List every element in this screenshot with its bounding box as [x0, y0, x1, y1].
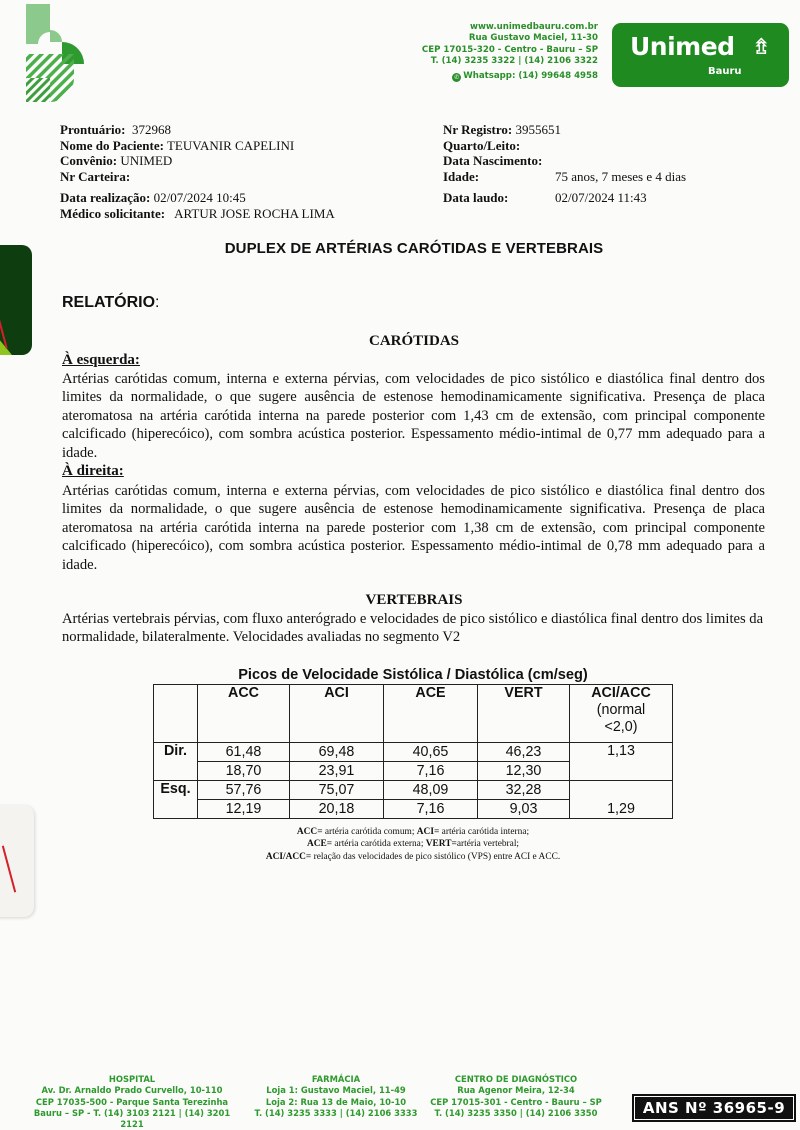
- vertebrais-text: Artérias vertebrais pérvias, com fluxo anterógrado e velocidades de pico sistólico e diastólica final dentro dos limites da normalidade, bilateralmente. Velocidades avaliadas no segmento V2: [62, 611, 764, 646]
- legend-term: ACC=: [296, 827, 323, 837]
- legend-term: ACE=: [306, 839, 333, 850]
- registro-value: 3955651: [515, 122, 561, 137]
- whatsapp: [422, 71, 598, 82]
- unimed-symbol-logo: [22, 2, 90, 106]
- footer-line: Loja 2: Rua 13 de Maio, 10-10: [265, 1096, 407, 1107]
- medico-value: ARTUR JOSE ROCHA LIMA: [174, 205, 335, 221]
- footer-line: T. (14) 3235 3350 | (14) 2106 3350: [434, 1107, 598, 1118]
- footer-title: CENTRO DE DIAGNÓSTICO: [454, 1074, 578, 1084]
- table-cell: 20,18: [290, 800, 384, 819]
- table-cell: 12,30: [478, 762, 570, 781]
- unimed-logo: [612, 23, 789, 87]
- table-corner-cell: [154, 685, 198, 743]
- ans-badge: ANS Nº 36965-9: [632, 1094, 796, 1122]
- whatsapp-icon: ✆: [454, 73, 460, 81]
- legend-term: ACI/ACC=: [265, 851, 312, 862]
- data-realizacao-value: 02/07/2024 10:45: [153, 190, 246, 205]
- carotidas-heading: CARÓTIDAS: [368, 333, 459, 349]
- report-title: DUPLEX DE ARTÉRIAS CARÓTIDAS E VERTEBRAIS: [224, 240, 604, 257]
- registro-row: [443, 122, 743, 138]
- address: Rua Gustavo Maciel, 11-30: [468, 33, 598, 44]
- registro-label: Nr Registro:: [443, 122, 513, 137]
- carteira-row: [60, 169, 335, 185]
- table-cell: 32,28: [478, 781, 570, 800]
- footer-line: Rua Agenor Meira, 12-34: [457, 1085, 575, 1096]
- phones: T. (14) 3235 3322 | (14) 2106 3322: [430, 56, 598, 67]
- red-mark: [2, 846, 16, 893]
- patient-name-value: TEUVANIR CAPELINI: [166, 137, 295, 153]
- header-contact: [422, 22, 598, 82]
- table-cell: 18,70: [198, 762, 290, 781]
- table-legend: [153, 826, 673, 863]
- legend-line-2: [153, 838, 673, 850]
- footer-title: HOSPITAL: [108, 1074, 156, 1084]
- patient-info-right: [443, 122, 743, 206]
- quarto-row: [443, 138, 743, 154]
- row-label-esq: Esq.: [154, 781, 198, 819]
- side-tab-green: [0, 245, 32, 355]
- cep: CEP 17015-320 - Centro - Bauru – SP: [421, 44, 598, 55]
- whatsapp-text: Whatsapp: (14) 99648 4958: [463, 70, 598, 81]
- table-cell: 75,07: [290, 781, 384, 800]
- legend-line-3: [153, 851, 673, 863]
- ratio-note: (normal <2,0): [596, 702, 646, 735]
- convenio-label: Convênio:: [60, 153, 118, 168]
- data-realizacao-row: [60, 190, 335, 206]
- data-laudo-label: Data laudo:: [443, 190, 509, 205]
- ratio-cell-dir: 1,13: [570, 743, 673, 781]
- legend-term: ACI=: [416, 827, 440, 837]
- patient-name-label: Nome do Paciente:: [60, 137, 164, 153]
- row-label-dir: Dir.: [154, 743, 198, 781]
- table-row: [154, 781, 673, 800]
- left-side-text: Artérias carótidas comum, interna e externa pérvias, com velocidades de pico sistólico e diastólica final dentro dos limites da normalidade, o que sugere ausência de estenose hemodinamicamente significativa. Presença de placa ateromatosa na artéria carótida interna na parede posterior com 1,43 cm de extensão, com principal componente calcificado (hiperecóico), com sombra acústica posterior. Espessamento médio-intimal de 0,77 mm adequado para a idade.: [62, 371, 765, 461]
- nascimento-row: [443, 153, 743, 169]
- footer-line: Loja 1: Gustavo Maciel, 11-49: [266, 1085, 406, 1096]
- relatorio-heading: [62, 294, 159, 312]
- legend-def: relação das velocidades de pico sistólico (VPS) entre ACI e ACC.: [311, 851, 561, 862]
- vertebrais-heading: VERTEBRAIS: [365, 592, 463, 608]
- table-cell: 23,91: [290, 762, 384, 781]
- patient-name-row: [60, 138, 335, 154]
- legend-def: artéria carótida interna;: [439, 827, 530, 837]
- legend-def: artéria vertebral;: [456, 839, 520, 850]
- idade-label: Idade:: [443, 168, 480, 184]
- prontuario-label: Prontuário:: [60, 122, 126, 137]
- velocity-table: [153, 684, 673, 819]
- table-cell: 69,48: [290, 743, 384, 762]
- footer-line: Bauru – SP - T. (14) 3103 2121 | (14) 3201 2121: [33, 1107, 231, 1130]
- col-header-aci: ACI: [290, 685, 384, 743]
- website-link[interactable]: www.unimedbauru.com.br: [470, 22, 598, 32]
- table-cell: 46,23: [478, 743, 570, 762]
- legend-term: VERT=: [425, 839, 457, 850]
- table-cell: 12,19: [198, 800, 290, 819]
- logo-brand: Unimed: [630, 32, 735, 61]
- footer-line: Av. Dr. Arnaldo Prado Curvello, 10-110: [41, 1085, 223, 1096]
- table-cell: 7,16: [384, 800, 478, 819]
- carteira-label: Nr Carteira:: [60, 168, 131, 184]
- data-realizacao-label: Data realização:: [60, 190, 151, 205]
- table-row: [154, 743, 673, 762]
- convenio-row: [60, 153, 335, 169]
- logo-subtitle: Bauru: [708, 66, 742, 77]
- quarto-label: Quarto/Leito:: [443, 137, 521, 153]
- footer-line: CEP 17035-500 - Parque Santa Terezinha: [35, 1096, 229, 1107]
- right-side-heading: À direita:: [62, 463, 124, 479]
- legend-line-1: [153, 826, 673, 838]
- footer-diagnostico: [428, 1074, 604, 1119]
- table-cell: 48,09: [384, 781, 478, 800]
- data-laudo-value: 02/07/2024 11:43: [555, 190, 647, 205]
- table-cell: 9,03: [478, 800, 570, 819]
- table-cell: 57,76: [198, 781, 290, 800]
- col-header-acc: ACC: [198, 685, 290, 743]
- nascimento-label: Data Nascimento:: [443, 153, 543, 168]
- legend-def: artéria carótida externa;: [332, 839, 426, 850]
- right-side-text: Artérias carótidas comum, interna e externa pérvias, com velocidades de pico sistólico e diastólica final dentro dos limites da normalidade, o que sugere ausência de estenose hemodinamicamente significativa. Presença de placa ateromatosa na artéria carótida interna na parede posterior com 1,38 cm de extensão, com principal componente calcificado (hiperecóico), com sombra acústica posterior. Espessamento médio-intimal de 0,78 mm adequado para a idade.: [62, 483, 765, 573]
- idade-row: [443, 169, 743, 185]
- side-tab-white: [0, 805, 34, 917]
- table-header-row: [154, 685, 673, 743]
- data-laudo-row: [443, 190, 743, 206]
- legend-def: artéria carótida comum;: [322, 827, 417, 837]
- idade-value: 75 anos, 7 meses e 4 dias: [555, 168, 687, 184]
- tree-icon: ⇯: [752, 35, 771, 60]
- convenio-value: UNIMED: [120, 153, 173, 168]
- table-cell: 61,48: [198, 743, 290, 762]
- col-header-ace: ACE: [384, 685, 478, 743]
- prontuario-row: [60, 122, 335, 138]
- footer-hospital: [22, 1074, 242, 1130]
- col-header-ratio: [570, 685, 673, 743]
- relatorio-colon: :: [155, 294, 160, 311]
- medico-label: Médico solicitante:: [60, 205, 166, 221]
- table-cell: 40,65: [384, 743, 478, 762]
- ratio-cell-esq: 1,29: [570, 781, 673, 819]
- table-cell: 7,16: [384, 762, 478, 781]
- footer-line: CEP 17015-301 - Centro - Bauru – SP: [430, 1096, 602, 1107]
- table-caption: Picos de Velocidade Sistólica / Diastólica (cm/seg): [238, 667, 588, 683]
- footer-title: FARMÁCIA: [311, 1074, 361, 1084]
- ratio-header: ACI/ACC: [591, 685, 651, 701]
- col-header-vert: VERT: [478, 685, 570, 743]
- patient-info-left: [60, 122, 335, 221]
- left-side-heading: À esquerda:: [62, 352, 140, 368]
- footer-line: T. (14) 3235 3333 | (14) 2106 3333: [254, 1107, 418, 1118]
- prontuario-value: 372968: [131, 122, 171, 137]
- footer-farmacia: [250, 1074, 422, 1119]
- medico-row: [60, 206, 335, 222]
- relatorio-label: RELATÓRIO: [62, 294, 156, 311]
